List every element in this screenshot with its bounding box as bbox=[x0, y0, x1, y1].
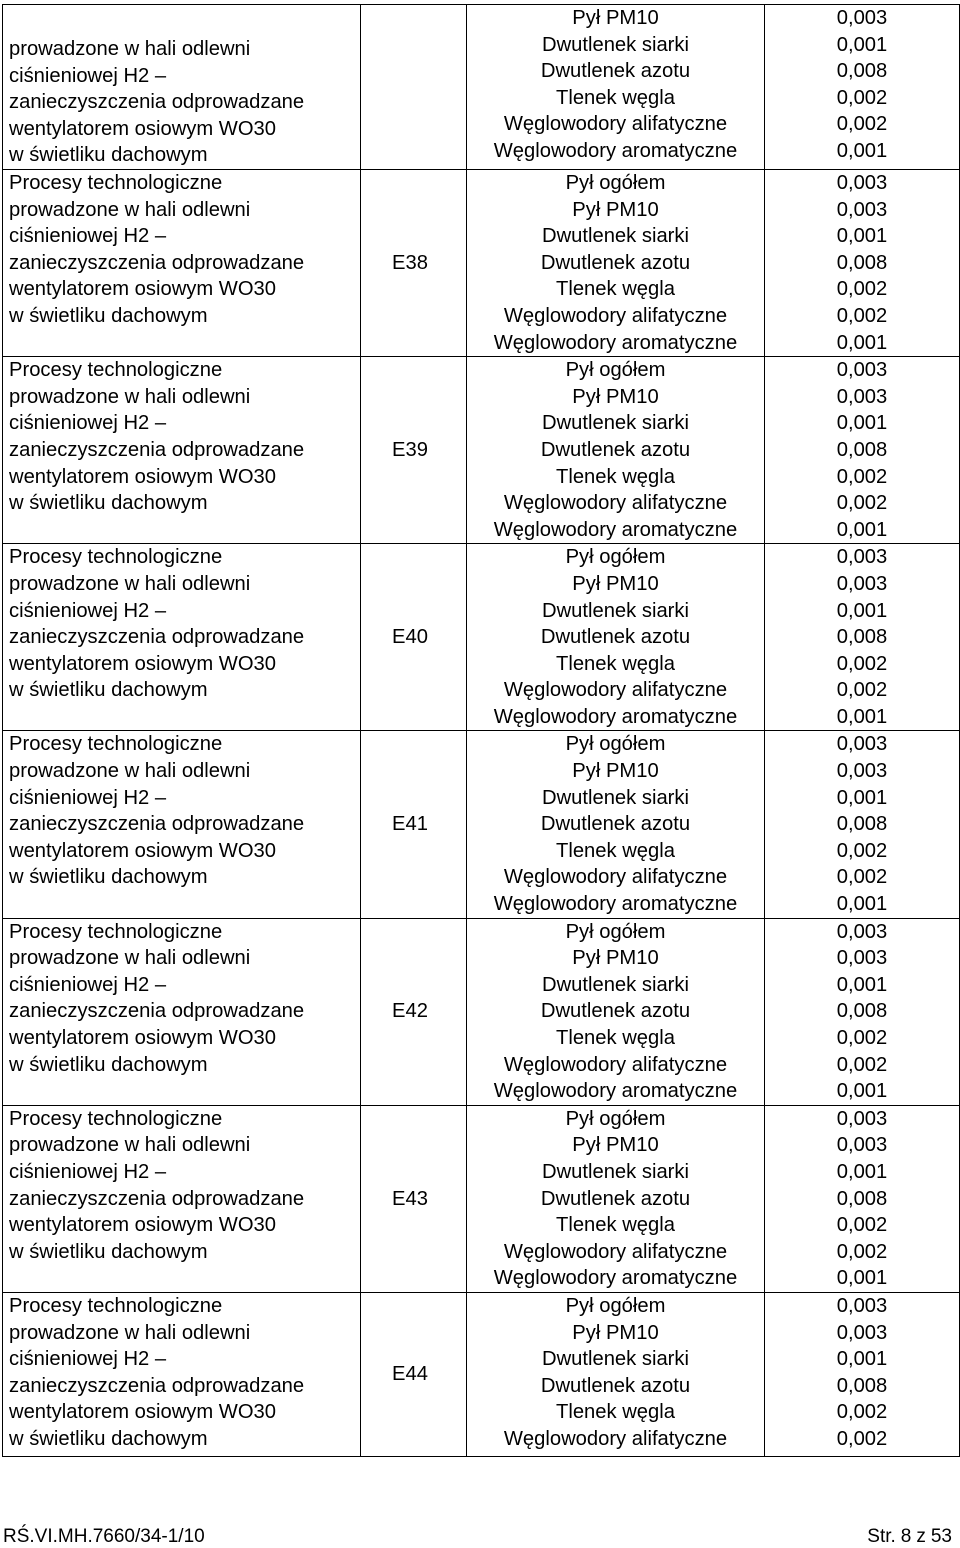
emission-value-cell bbox=[765, 918, 960, 1105]
process-description-line: wentylatorem osiowym WO30 bbox=[9, 278, 277, 301]
substance-list-cell bbox=[467, 357, 765, 544]
substance-list-cell bbox=[467, 170, 765, 357]
emitter-code-cell bbox=[361, 731, 467, 918]
substance-name: Węglowodory alifatyczne bbox=[503, 113, 728, 136]
substance-name: Dwutlenek azotu bbox=[540, 1187, 691, 1210]
emission-value: 0,003 bbox=[836, 760, 888, 783]
substance-name: Węglowodory alifatyczne bbox=[503, 1053, 728, 1076]
process-description-line: ciśnieniowej H2 – bbox=[9, 973, 167, 996]
process-description-line: wentylatorem osiowym WO30 bbox=[9, 117, 277, 140]
substance-name: Pył PM10 bbox=[572, 572, 659, 595]
emitter-code: E40 bbox=[392, 626, 428, 649]
substance-name: Dwutlenek siarki bbox=[542, 1348, 689, 1371]
process-description-cell bbox=[3, 544, 361, 731]
emission-value-cell bbox=[765, 1105, 960, 1292]
emission-value: 0,001 bbox=[836, 1267, 888, 1290]
emission-value: 0,001 bbox=[836, 331, 888, 354]
emission-value: 0,003 bbox=[836, 385, 888, 408]
page-number: 8 bbox=[900, 1526, 912, 1547]
process-description-line: ciśnieniowej H2 – bbox=[9, 1160, 167, 1183]
process-description-line: ciśnieniowej H2 – bbox=[9, 599, 167, 622]
emission-source-row bbox=[3, 1292, 960, 1456]
page-label: Str. bbox=[867, 1526, 896, 1547]
substance-name: Tlenek węgla bbox=[556, 278, 675, 301]
substance-name: Węglowodory aromatyczne bbox=[493, 1267, 738, 1290]
emitter-code: E41 bbox=[392, 813, 428, 836]
process-description-line: zanieczyszczenia odprowadzane bbox=[9, 626, 305, 649]
emission-value-cell bbox=[765, 731, 960, 918]
page-separator: z bbox=[916, 1526, 926, 1547]
emission-value: 0,002 bbox=[836, 866, 888, 889]
emission-value: 0,002 bbox=[836, 1053, 888, 1076]
substance-name: Węglowodory aromatyczne bbox=[493, 893, 738, 916]
process-description-cell bbox=[3, 170, 361, 357]
substance-name: Tlenek węgla bbox=[556, 652, 675, 675]
process-description-cell bbox=[3, 1292, 361, 1456]
substance-name: Dwutlenek siarki bbox=[542, 973, 689, 996]
emitter-code-cell bbox=[361, 918, 467, 1105]
process-description-line: ciśnieniowej H2 – bbox=[9, 225, 167, 248]
emission-value: 0,002 bbox=[836, 1214, 888, 1237]
substance-name: Węglowodory aromatyczne bbox=[493, 1080, 738, 1103]
substance-name: Pył ogółem bbox=[565, 1294, 666, 1317]
emission-value: 0,001 bbox=[836, 599, 888, 622]
substance-list-cell bbox=[467, 1292, 765, 1456]
substance-name: Węglowodory aromatyczne bbox=[493, 705, 738, 728]
substance-name: Pył ogółem bbox=[565, 359, 666, 382]
substance-name: Dwutlenek siarki bbox=[542, 599, 689, 622]
emission-value: 0,002 bbox=[836, 465, 888, 488]
emitter-code-cell bbox=[361, 1292, 467, 1456]
process-description-line: zanieczyszczenia odprowadzane bbox=[9, 813, 305, 836]
process-description-line: w świetliku dachowym bbox=[9, 144, 208, 167]
emitter-code-cell bbox=[361, 357, 467, 544]
process-description-line: wentylatorem osiowym WO30 bbox=[9, 839, 277, 862]
emission-source-row bbox=[3, 918, 960, 1105]
emission-source-row bbox=[3, 731, 960, 918]
substance-name: Tlenek węgla bbox=[556, 86, 675, 109]
process-description-line: prowadzone w hali odlewni bbox=[9, 760, 251, 783]
process-description-line: wentylatorem osiowym WO30 bbox=[9, 465, 277, 488]
substance-name: Pył PM10 bbox=[572, 385, 659, 408]
emission-value: 0,001 bbox=[836, 1160, 888, 1183]
substance-list-cell bbox=[467, 544, 765, 731]
substance-name: Węglowodory aromatyczne bbox=[493, 331, 738, 354]
emission-value: 0,002 bbox=[836, 86, 888, 109]
emission-value: 0,008 bbox=[836, 60, 888, 83]
substance-name: Tlenek węgla bbox=[556, 465, 675, 488]
substance-name: Węglowodory alifatyczne bbox=[503, 866, 728, 889]
substance-name: Dwutlenek siarki bbox=[542, 412, 689, 435]
emission-value: 0,001 bbox=[836, 518, 888, 541]
substance-name: Węglowodory aromatyczne bbox=[493, 518, 738, 541]
process-description-line: Procesy technologiczne bbox=[9, 172, 223, 194]
process-description-line: zanieczyszczenia odprowadzane bbox=[9, 1374, 305, 1397]
substance-name: Dwutlenek azotu bbox=[540, 1000, 691, 1023]
emission-source-row bbox=[3, 170, 960, 357]
process-description-line: wentylatorem osiowym WO30 bbox=[9, 1214, 277, 1237]
process-description-line: wentylatorem osiowym WO30 bbox=[9, 652, 277, 675]
emitter-code: E38 bbox=[392, 251, 428, 274]
emission-value-cell bbox=[765, 170, 960, 357]
process-description-line: Procesy technologiczne bbox=[9, 546, 223, 569]
emission-value: 0,002 bbox=[836, 1427, 888, 1450]
process-description-cell bbox=[3, 918, 361, 1105]
process-description-line: zanieczyszczenia odprowadzane bbox=[9, 1187, 305, 1210]
substance-name: Tlenek węgla bbox=[556, 1401, 675, 1424]
substance-name: Dwutlenek azotu bbox=[540, 1374, 691, 1397]
substance-list-cell bbox=[467, 918, 765, 1105]
emission-value: 0,002 bbox=[836, 1401, 888, 1424]
emission-source-row bbox=[3, 5, 960, 170]
substance-name: Dwutlenek siarki bbox=[542, 1160, 689, 1183]
substance-name: Pył ogółem bbox=[565, 546, 666, 569]
emission-value: 0,003 bbox=[836, 1134, 888, 1157]
process-description-line: Procesy technologiczne bbox=[9, 359, 223, 382]
emission-value: 0,002 bbox=[836, 652, 888, 675]
process-description-line: Procesy technologiczne bbox=[9, 920, 223, 943]
substance-name: Pył PM10 bbox=[572, 7, 659, 29]
process-description-cell bbox=[3, 5, 361, 170]
substance-name: Tlenek węgla bbox=[556, 1027, 675, 1049]
substance-name: Dwutlenek azotu bbox=[540, 251, 691, 274]
substance-name: Pył ogółem bbox=[565, 920, 666, 943]
substance-list-cell bbox=[467, 731, 765, 918]
substance-name: Dwutlenek azotu bbox=[540, 438, 691, 461]
substance-name: Dwutlenek siarki bbox=[542, 786, 689, 809]
process-description-line: wentylatorem osiowym WO30 bbox=[9, 1401, 277, 1424]
substance-list-cell bbox=[467, 1105, 765, 1292]
substance-name: Pył PM10 bbox=[572, 1134, 659, 1157]
emission-value: 0,003 bbox=[836, 1321, 888, 1344]
emission-value: 0,001 bbox=[836, 33, 888, 56]
emission-value: 0,008 bbox=[836, 251, 888, 274]
document-reference: RŚ.VI.MH.7660/34-1/10 bbox=[3, 1526, 205, 1547]
emission-value: 0,003 bbox=[836, 172, 888, 194]
substance-name: Pył PM10 bbox=[572, 947, 659, 970]
process-description-line: prowadzone w hali odlewni bbox=[9, 1321, 251, 1344]
substance-name: Pył ogółem bbox=[565, 733, 666, 756]
process-description-cell bbox=[3, 357, 361, 544]
emission-value: 0,002 bbox=[836, 278, 888, 301]
process-description-line: prowadzone w hali odlewni bbox=[9, 947, 251, 970]
process-description-line: zanieczyszczenia odprowadzane bbox=[9, 1000, 305, 1023]
emission-value: 0,001 bbox=[836, 225, 888, 248]
emitter-code: E42 bbox=[392, 1000, 428, 1023]
emission-value: 0,001 bbox=[836, 705, 888, 728]
emission-value: 0,002 bbox=[836, 1027, 888, 1049]
emission-value: 0,003 bbox=[836, 359, 888, 382]
substance-name: Węglowodory alifatyczne bbox=[503, 492, 728, 515]
substance-name: Tlenek węgla bbox=[556, 1214, 675, 1237]
substance-name: Węglowodory alifatyczne bbox=[503, 1240, 728, 1263]
emission-value: 0,001 bbox=[836, 973, 888, 996]
emission-value: 0,002 bbox=[836, 1240, 888, 1263]
emission-value: 0,008 bbox=[836, 1000, 888, 1023]
emission-value-cell bbox=[765, 1292, 960, 1456]
emission-value: 0,001 bbox=[836, 893, 888, 916]
process-description-cell bbox=[3, 1105, 361, 1292]
substance-name: Węglowodory alifatyczne bbox=[503, 679, 728, 702]
substance-name: Pył ogółem bbox=[565, 1107, 666, 1130]
emission-value: 0,001 bbox=[836, 786, 888, 809]
substance-name: Dwutlenek siarki bbox=[542, 225, 689, 248]
process-description-line: zanieczyszczenia odprowadzane bbox=[9, 251, 305, 274]
emission-value: 0,001 bbox=[836, 412, 888, 435]
substance-name: Pył ogółem bbox=[565, 172, 666, 194]
substance-name: Pył PM10 bbox=[572, 760, 659, 783]
process-description-cell bbox=[3, 731, 361, 918]
process-description-line: ciśnieniowej H2 – bbox=[9, 786, 167, 809]
process-description-line: w świetliku dachowym bbox=[9, 1427, 208, 1450]
emission-value: 0,001 bbox=[836, 1080, 888, 1103]
emission-value-cell bbox=[765, 544, 960, 731]
substance-name: Tlenek węgla bbox=[556, 839, 675, 862]
emission-value: 0,008 bbox=[836, 438, 888, 461]
emission-value: 0,008 bbox=[836, 1187, 888, 1210]
substance-name: Pył PM10 bbox=[572, 198, 659, 221]
emitter-code: E44 bbox=[392, 1363, 428, 1386]
emission-value: 0,002 bbox=[836, 304, 888, 327]
emission-value: 0,001 bbox=[836, 139, 888, 162]
process-description-line: wentylatorem osiowym WO30 bbox=[9, 1027, 277, 1049]
emission-value: 0,002 bbox=[836, 492, 888, 515]
emission-source-row bbox=[3, 1105, 960, 1292]
process-description-line: ciśnieniowej H2 – bbox=[9, 64, 167, 87]
emission-value: 0,003 bbox=[836, 947, 888, 970]
process-description-line: zanieczyszczenia odprowadzane bbox=[9, 438, 305, 461]
substance-name: Dwutlenek azotu bbox=[540, 813, 691, 836]
emission-value-cell bbox=[765, 357, 960, 544]
emission-value: 0,003 bbox=[836, 572, 888, 595]
process-description-line: prowadzone w hali odlewni bbox=[9, 38, 251, 61]
emission-value: 0,003 bbox=[836, 546, 888, 569]
substance-name: Węglowodory alifatyczne bbox=[503, 304, 728, 327]
substance-name: Pył PM10 bbox=[572, 1321, 659, 1344]
emitter-code: E39 bbox=[392, 438, 428, 461]
process-description-line: w świetliku dachowym bbox=[9, 492, 208, 515]
process-description-line: Procesy technologiczne bbox=[9, 1107, 223, 1130]
process-description-line: w świetliku dachowym bbox=[9, 1240, 208, 1263]
emission-value: 0,008 bbox=[836, 1374, 888, 1397]
process-description-line: w świetliku dachowym bbox=[9, 679, 208, 702]
process-description-line: Procesy technologiczne bbox=[9, 733, 223, 756]
emission-value: 0,003 bbox=[836, 920, 888, 943]
substance-name: Węglowodory aromatyczne bbox=[493, 139, 738, 162]
process-description-line: ciśnieniowej H2 – bbox=[9, 1348, 167, 1371]
process-description-line: w świetliku dachowym bbox=[9, 866, 208, 889]
emission-value: 0,003 bbox=[836, 1294, 888, 1317]
emission-value: 0,003 bbox=[836, 198, 888, 221]
emission-value: 0,002 bbox=[836, 113, 888, 136]
process-description-line: prowadzone w hali odlewni bbox=[9, 385, 251, 408]
process-description-line: prowadzone w hali odlewni bbox=[9, 198, 251, 221]
substance-name: Dwutlenek azotu bbox=[540, 60, 691, 83]
process-description-line: w świetliku dachowym bbox=[9, 1053, 208, 1076]
emissions-table-body bbox=[3, 5, 960, 1457]
emission-value: 0,001 bbox=[836, 1348, 888, 1371]
emission-value-cell bbox=[765, 5, 960, 170]
substance-name: Węglowodory alifatyczne bbox=[503, 1427, 728, 1450]
emission-value: 0,002 bbox=[836, 679, 888, 702]
emission-value: 0,003 bbox=[836, 7, 888, 29]
process-description-line: Procesy technologiczne bbox=[9, 1294, 223, 1317]
page-total: 53 bbox=[930, 1526, 952, 1547]
substance-name: Dwutlenek azotu bbox=[540, 626, 691, 649]
emission-source-row bbox=[3, 544, 960, 731]
emission-value: 0,008 bbox=[836, 813, 888, 836]
emitter-code-cell bbox=[361, 5, 467, 170]
emitter-code-cell bbox=[361, 544, 467, 731]
substance-name: Dwutlenek siarki bbox=[542, 33, 689, 56]
emitter-code: E43 bbox=[392, 1187, 428, 1210]
emission-value: 0,003 bbox=[836, 1107, 888, 1130]
process-description-line: prowadzone w hali odlewni bbox=[9, 572, 251, 595]
emission-value: 0,002 bbox=[836, 839, 888, 862]
emission-value: 0,003 bbox=[836, 733, 888, 756]
emission-source-row bbox=[3, 357, 960, 544]
process-description-line: zanieczyszczenia odprowadzane bbox=[9, 91, 305, 114]
substance-list-cell bbox=[467, 5, 765, 170]
emitter-code-cell bbox=[361, 170, 467, 357]
process-description-line: prowadzone w hali odlewni bbox=[9, 1134, 251, 1157]
emissions-table bbox=[2, 4, 960, 1457]
process-description-line: ciśnieniowej H2 – bbox=[9, 412, 167, 435]
emitter-code-cell bbox=[361, 1105, 467, 1292]
process-description-line: w świetliku dachowym bbox=[9, 304, 208, 327]
emission-value: 0,008 bbox=[836, 626, 888, 649]
